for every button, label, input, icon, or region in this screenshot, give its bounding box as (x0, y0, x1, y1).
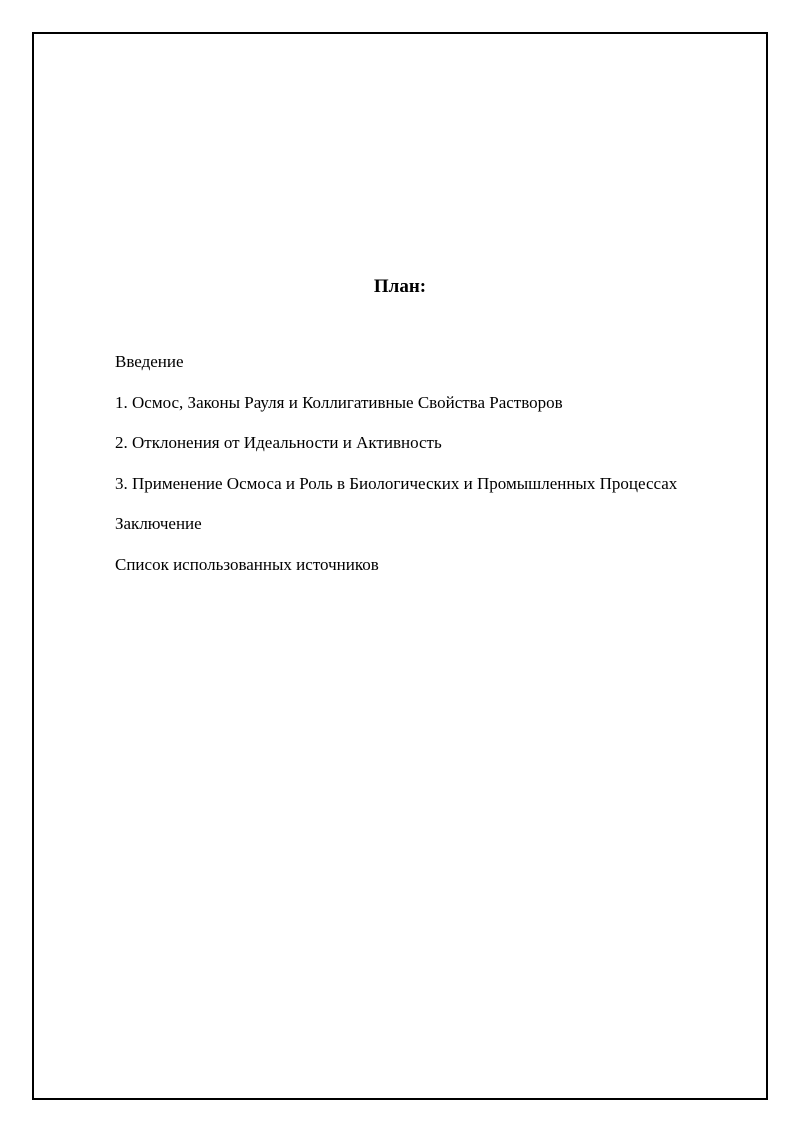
toc-item-chapter-3: 3. Применение Осмоса и Роль в Биологических и Промышленных Процессах (115, 473, 678, 493)
toc-item-introduction: Введение (115, 352, 184, 371)
toc-item-chapter-2: 2. Отклонения от Идеальности и Активность (115, 433, 442, 452)
toc-item-conclusion: Заключение (115, 514, 202, 533)
plan-title: План: (373, 276, 427, 297)
toc-item-chapter-1: 1. Осмос, Законы Рауля и Коллигативные Свойства Растворов (115, 392, 563, 412)
toc-item-references: Список использованных источников (115, 554, 379, 574)
table-of-contents (115, 351, 677, 594)
